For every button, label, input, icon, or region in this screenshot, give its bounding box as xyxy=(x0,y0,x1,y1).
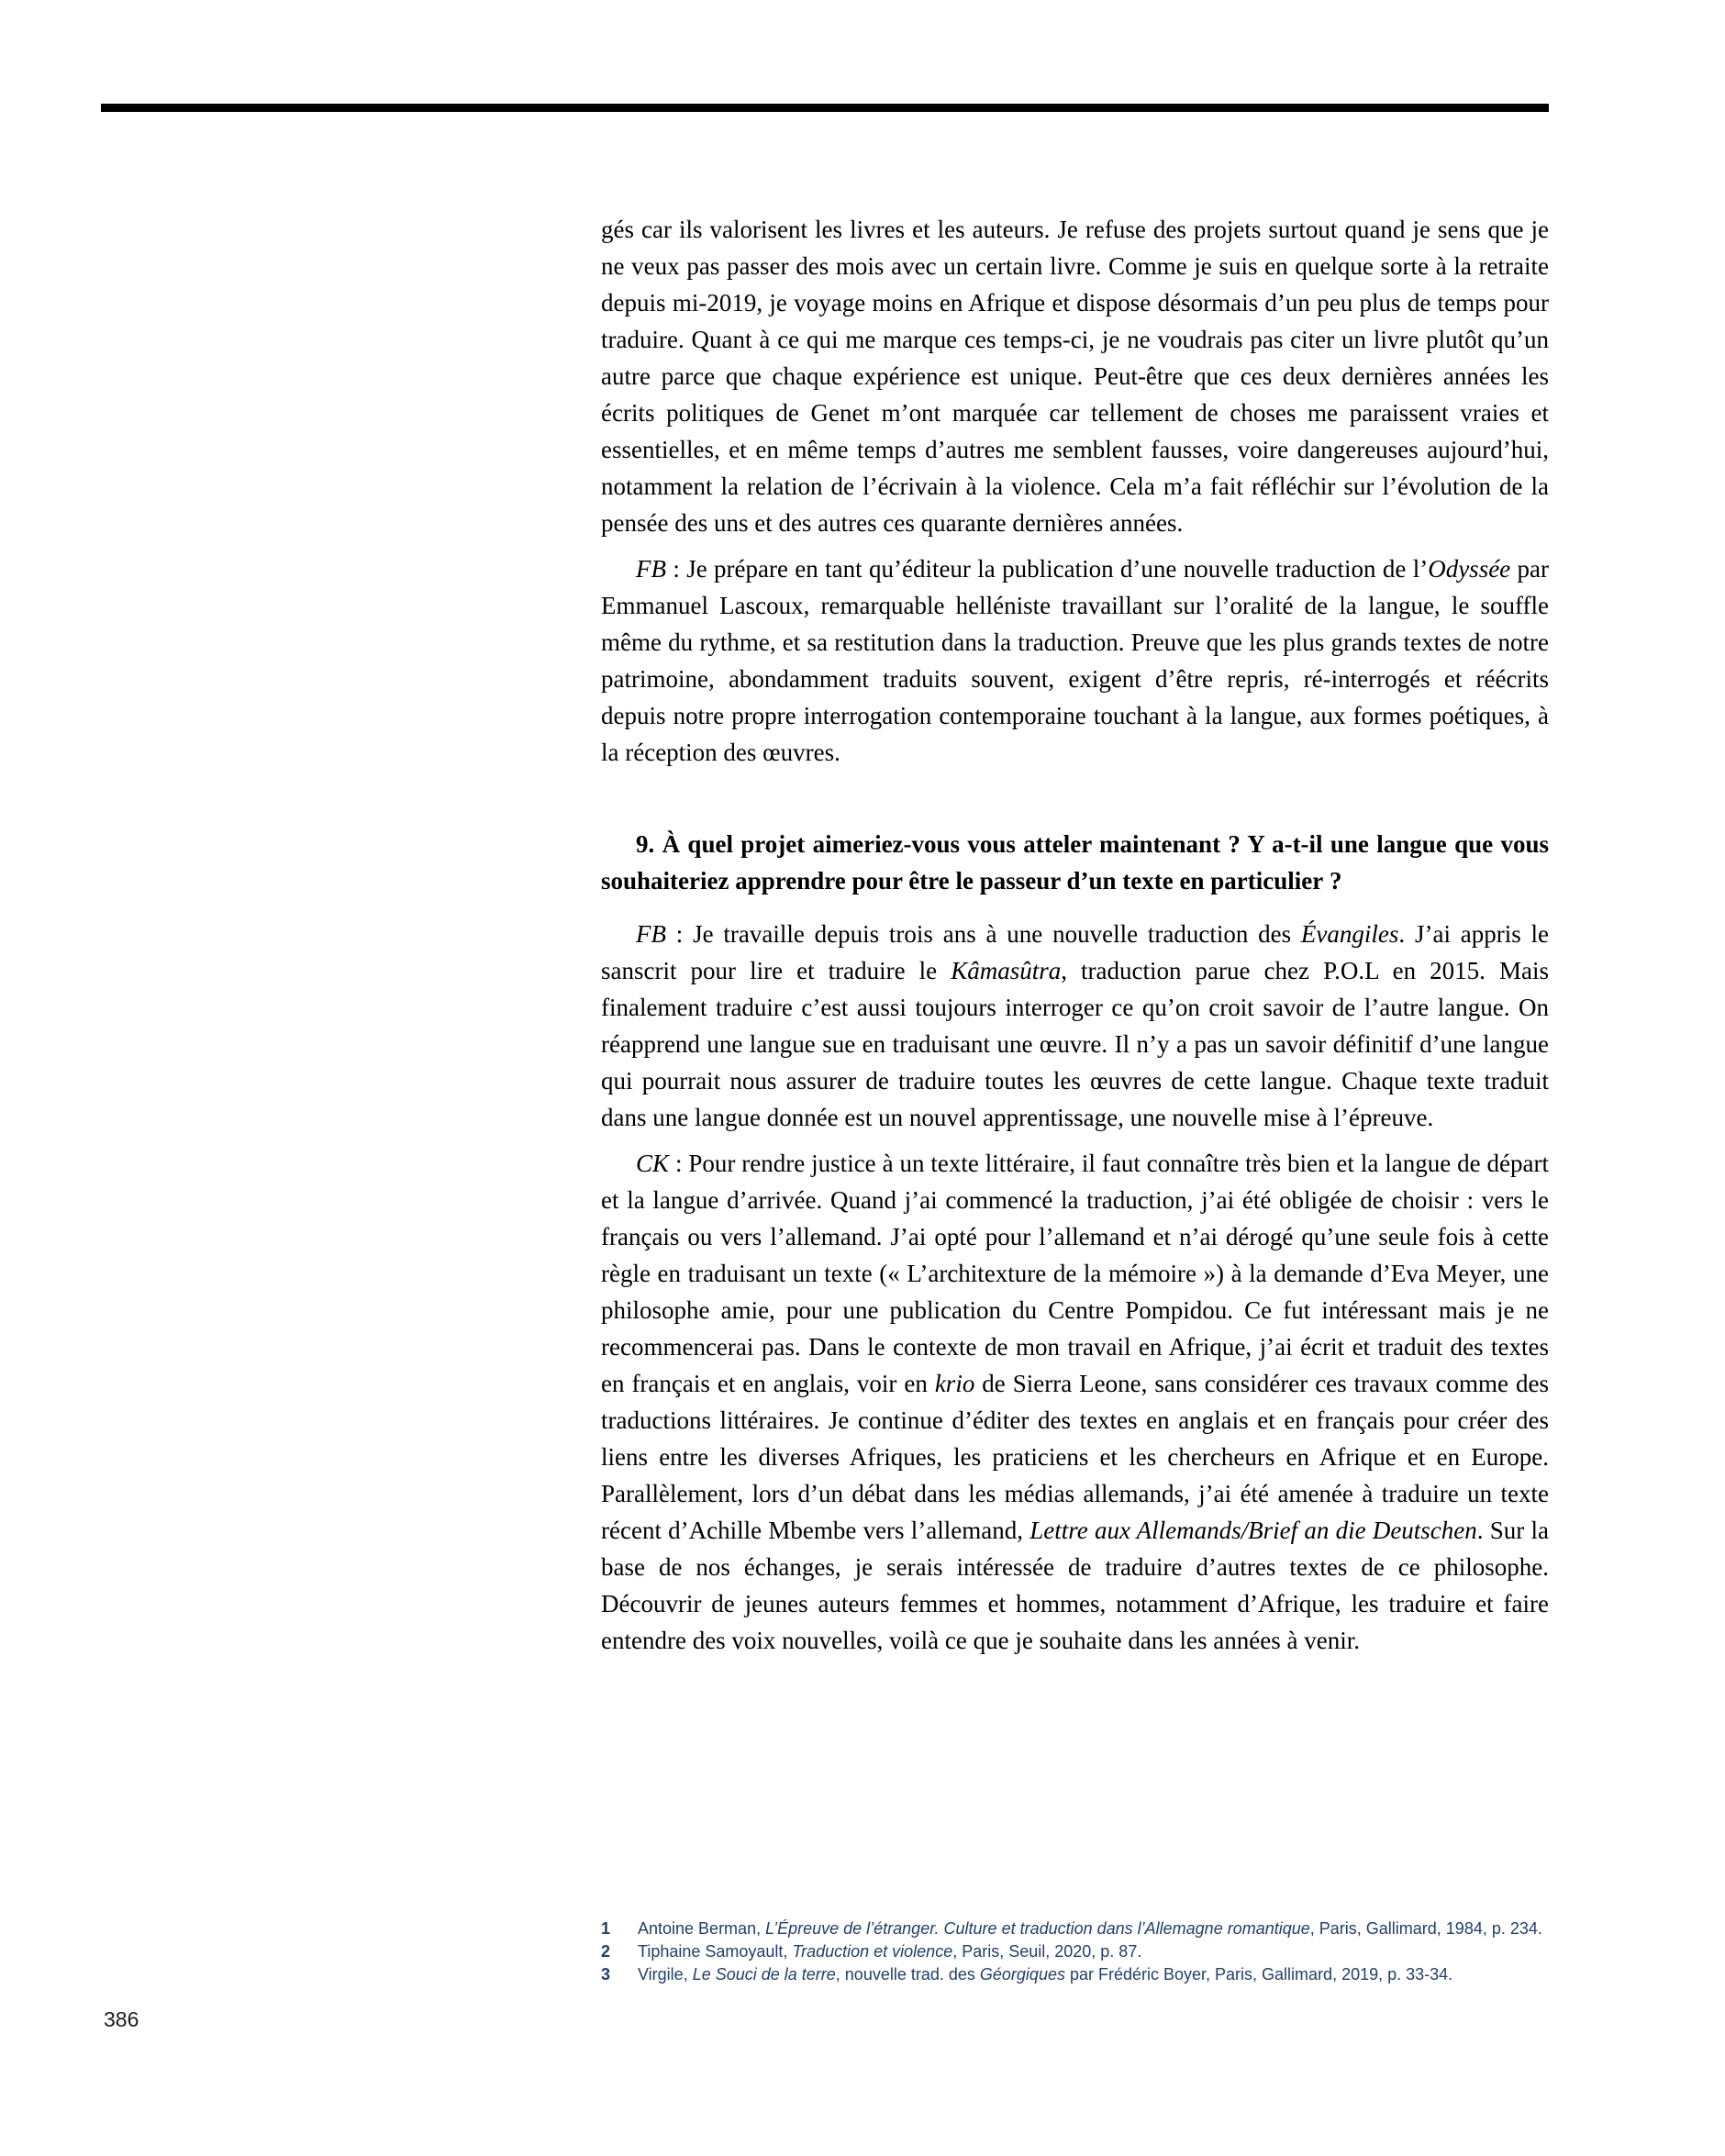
footnote-number: 1 xyxy=(601,1919,611,1938)
page-number: 386 xyxy=(104,2007,139,2031)
italic-text-run: L’Épreuve de l’étranger. Culture et traduction dans l’Allemagne romantique xyxy=(765,1919,1310,1938)
italic-text-run: FB xyxy=(636,555,666,583)
footnote-number: 2 xyxy=(601,1942,611,1961)
paragraph-ck-answer xyxy=(601,1145,1549,1659)
text-run: par Frédéric Boyer, Paris, Gallimard, 2019, p. 33-34. xyxy=(1064,1965,1453,1984)
italic-text-run: Traduction et violence xyxy=(792,1942,953,1961)
paragraph-fb-evangiles xyxy=(601,916,1549,1136)
italic-text-run: Le Souci de la terre xyxy=(692,1965,836,1984)
text-run: , traduction parue chez P.O.L en 2015. Mais finalement traduire c’est aussi toujours interroger ce qu’on croit savoir de l’autre langue. On réapprend une langue sue en traduisant une œuvre. Il n’y a pas un savoir définitif d’une langue qui pourrait nous assurer de traduire toutes les œuvres de cette langue. Chaque texte traduit dans une langue donnée est un nouvel apprentissage, une nouvelle mise à l’épreuve. xyxy=(601,957,1549,1131)
italic-text-run: krio xyxy=(934,1370,975,1397)
italic-text-run: FB xyxy=(636,920,666,948)
footnote-number: 3 xyxy=(601,1965,611,1984)
question-9-heading xyxy=(601,826,1549,899)
italic-text-run: Évangiles xyxy=(1300,920,1399,948)
italic-text-run: Lettre aux Allemands/Brief an die Deutschen xyxy=(1029,1517,1477,1544)
text-run: Virgile, xyxy=(638,1965,693,1984)
italic-text-run: CK xyxy=(636,1150,670,1177)
text-run: 9. À quel projet aimeriez-vous vous atteler maintenant ? Y a-t-il une langue que vous souhaiteriez apprendre pour être le passeur d’un texte en particulier ? xyxy=(601,830,1549,895)
footnote-text xyxy=(638,1917,1555,1940)
top-rule xyxy=(101,104,1549,112)
text-run: : Je prépare en tant qu’éditeur la publication d’une nouvelle traduction de l’ xyxy=(666,555,1429,583)
paragraph-fb-odyssee xyxy=(601,550,1549,771)
text-run: Tiphaine Samoyault, xyxy=(638,1942,793,1961)
text-column xyxy=(601,211,1549,1659)
text-run: par Emmanuel Lascoux, remarquable helléniste travaillant sur l’oralité de la langue, le souffle même du rythme, et sa restitution dans la traduction. Preuve que les plus grands textes de notre patrimoine, abondamment traduits souvent, exigent d’être repris, ré-interrogés et réécrits depuis notre propre interrogation contemporaine touchant à la langue, aux formes poétiques, à la réception des œuvres. xyxy=(601,555,1549,766)
italic-text-run: Odyssée xyxy=(1428,555,1511,583)
text-run: gés car ils valorisent les livres et les auteurs. Je refuse des projets surtout quand je sens que je ne veux pas passer des mois avec un certain livre. Comme je suis en quelque sorte à la retraite depuis mi-2019, je voyage moins en Afrique et dispose désormais d’un peu plus de temps pour traduire. Quant à ce qui me marque ces temps-ci, je ne voudrais pas citer un livre plutôt qu’un autre parce que chaque expérience est unique. Peut-être que ces deux dernières années les écrits politiques de Genet m’ont marquée car tellement de choses me paraissent vraies et essentielles, et en même temps d’autres me semblent fausses, voire dangereuses aujourd’hui, notamment la relation de l’écrivain à la violence. Cela m’a fait réfléchir sur l’évolution de la pensée des uns et des autres ces quarante dernières années. xyxy=(601,216,1549,537)
footnote-row xyxy=(601,1940,1555,1963)
text-run: , nouvelle trad. des xyxy=(835,1965,980,1984)
text-run: : Je travaille depuis trois ans à une nouvelle traduction des xyxy=(666,920,1301,948)
footnotes xyxy=(601,1917,1555,1986)
footnote-row xyxy=(601,1963,1555,1986)
text-run: . J’ai appris le sanscrit pour lire et traduire le xyxy=(601,920,1550,984)
text-run: , Paris, Seuil, 2020, p. 87. xyxy=(952,1942,1142,1961)
footnote-row xyxy=(601,1917,1555,1940)
text-run: Antoine Berman, xyxy=(638,1919,766,1938)
footnote-text xyxy=(638,1963,1555,1986)
italic-text-run: Kâmasûtra xyxy=(951,957,1062,984)
paragraph-continuation xyxy=(601,211,1549,541)
text-run: : Pour rendre justice à un texte littéraire, il faut connaître très bien et la langue de départ et la langue d’arrivée. Quand j’ai commencé la traduction, j’ai été obligée de choisir : vers le français ou vers l’allemand. J’ai opté pour l’allemand et n’ai dérogé qu’une seule fois à cette règle en traduisant un texte (« L’architexture de la mémoire ») à la demande d’Eva Meyer, une philosophe amie, pour une publication du Centre Pompidou. Ce fut intéressant mais je ne recommencerai pas. Dans le contexte de mon travail en Afrique, j’ai écrit et traduit des textes en français et en anglais, voir en xyxy=(601,1150,1549,1397)
italic-text-run: Géorgiques xyxy=(979,1965,1065,1984)
footnote-text xyxy=(638,1940,1555,1963)
text-run: de Sierra Leone, sans considérer ces travaux comme des traductions littéraires. Je continue d’éditer des textes en anglais et en français pour créer des liens entre les diverses Afriques, les praticiens et les chercheurs en Afrique et en Europe. Parallèlement, lors d’un débat dans les médias allemands, j’ai été amenée à traduire un texte récent d’Achille Mbembe vers l’allemand, xyxy=(601,1370,1549,1544)
text-run: , Paris, Gallimard, 1984, p. 234. xyxy=(1309,1919,1542,1938)
text-run: . Sur la base de nos échanges, je serais intéressée de traduire d’autres textes de ce philosophe. Découvrir de jeunes auteurs femmes et hommes, notamment d’Afrique, les traduire et faire entendre des voix nouvelles, voilà ce que je souhaite dans les années à venir. xyxy=(601,1517,1549,1654)
